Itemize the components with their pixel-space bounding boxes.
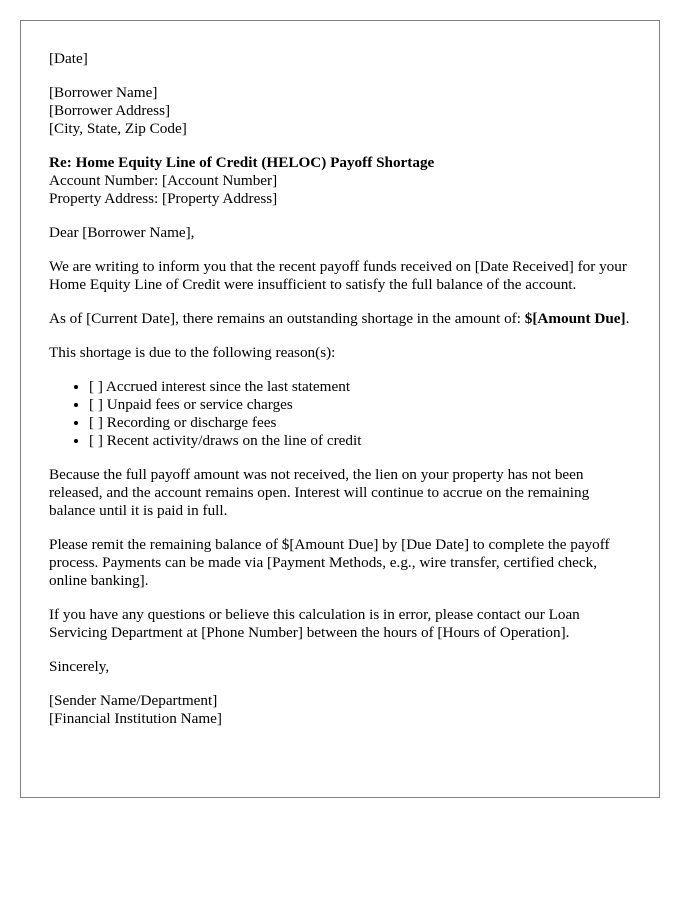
reason-item-unpaid-fees: • [ ] Unpaid fees or service charges: [89, 396, 631, 414]
property-address-line: Property Address: [Property Address]: [49, 190, 278, 207]
signature-block: [49, 692, 631, 728]
recipient-city-state-zip: [City, State, Zip Code]: [49, 120, 187, 137]
institution-name: [Financial Institution Name]: [49, 710, 222, 727]
salutation-block: [49, 224, 631, 242]
recipient-name: [Borrower Name]: [49, 84, 158, 101]
reasons-intro: This shortage is due to the following reason(s):: [49, 344, 336, 361]
account-number-line: Account Number: [Account Number]: [49, 172, 278, 189]
intro-paragraph-block: [49, 258, 631, 294]
contact-paragraph-block: [49, 606, 631, 642]
salutation: Dear [Borrower Name],: [49, 224, 195, 241]
letter-date: [Date]: [49, 50, 88, 67]
reason-item-recent-activity: • [ ] Recent activity/draws on the line of credit: [89, 432, 631, 450]
intro-paragraph: We are writing to inform you that the recent payoff funds received on [Date Received] for your Home Equity Line of Credit were insufficient to satisfy the full balance of the account.: [49, 258, 627, 293]
shortage-period: .: [625, 310, 630, 327]
subject-line: Re: Home Equity Line of Credit (HELOC) Payoff Shortage: [49, 154, 435, 171]
remit-paragraph: Please remit the remaining balance of $[Amount Due] by [Due Date] to complete the payoff process. Payments can be made via [Payment Methods, e.g., wire transfer, certified check, online banking].: [49, 536, 610, 589]
recipient-address: [Borrower Address]: [49, 102, 171, 119]
remit-paragraph-block: [49, 536, 631, 590]
closing-block: [49, 658, 631, 676]
letter-document: [20, 20, 660, 798]
subject-block: [49, 154, 631, 208]
lien-paragraph: Because the full payoff amount was not received, the lien on your property has not been released, and the account remains open. Interest will continue to accrue on the remaining balance until it is paid in full.: [49, 466, 590, 519]
reasons-intro-block: [49, 344, 631, 362]
closing: Sincerely,: [49, 658, 110, 675]
recipient-address-block: [49, 84, 631, 138]
shortage-text: As of [Current Date], there remains an outstanding shortage in the amount of:: [49, 310, 525, 327]
reason-item-recording-fees: • [ ] Recording or discharge fees: [89, 414, 631, 432]
sender-name: [Sender Name/Department]: [49, 692, 218, 709]
letter-date-block: [49, 50, 631, 68]
reasons-list: [49, 378, 631, 450]
contact-paragraph: If you have any questions or believe this calculation is in error, please contact our Loan Servicing Department at [Phone Number] between the hours of [Hours of Operation].: [49, 606, 580, 641]
shortage-amount: $[Amount Due]: [524, 310, 626, 327]
shortage-paragraph: [49, 310, 631, 328]
shortage-paragraph-block: [49, 310, 631, 328]
lien-paragraph-block: [49, 466, 631, 520]
reason-item-accrued-interest: • [ ] Accrued interest since the last statement: [89, 378, 631, 396]
